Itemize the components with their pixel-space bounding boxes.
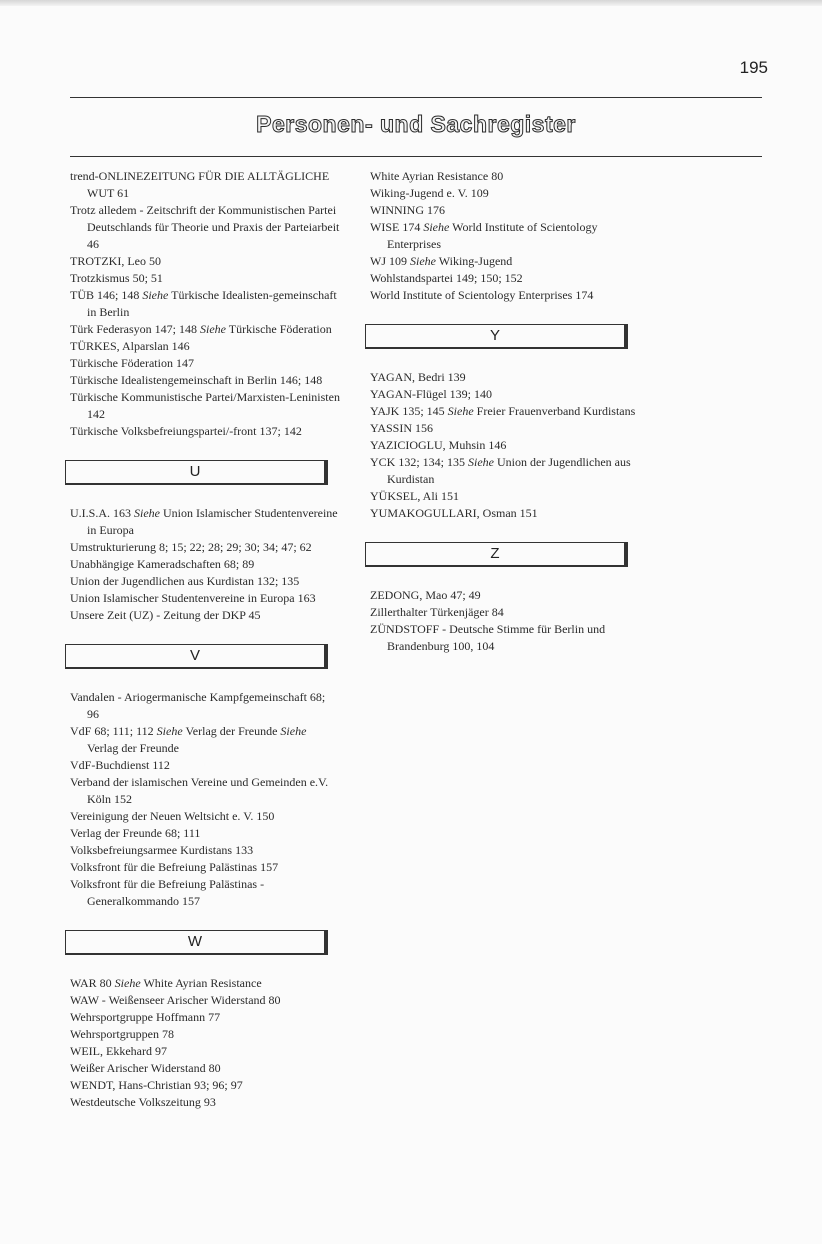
index-entry: ZÜNDSTOFF - Deutsche Stimme für Berlin und Brandenburg 100, 104 [370, 622, 606, 653]
index-entry: TROTZKI, Leo 50 [70, 254, 161, 268]
index-entry: Unsere Zeit (UZ) - Zeitung der DKP 45 [70, 608, 261, 622]
index-entry: Verlag der Freunde 68; 111 [70, 826, 201, 840]
index-entry: Türkische Volksbefreiungspartei/-front 137; 142 [70, 424, 302, 438]
index-entry: U.I.S.A. 163 Siehe Union Islamischer Studentenvereine in Europa [70, 506, 338, 537]
index-column-right [370, 168, 640, 655]
index-entry: YAGAN, Bedri 139 [370, 370, 466, 384]
index-entry: Wiking-Jugend e. V. 109 [370, 186, 489, 200]
index-entry: White Ayrian Resistance 80 [370, 169, 504, 183]
index-entry: Trotzkismus 50; 51 [70, 271, 163, 285]
index-entry: Unabhängige Kameradschaften 68; 89 [70, 557, 255, 571]
index-entry: Vandalen - Ariogermanische Kampfgemeinschaft 68; 96 [70, 690, 326, 721]
index-entry: Vereinigung der Neuen Weltsicht e. V. 150 [70, 809, 275, 823]
index-entry: trend-ONLINEZEITUNG FÜR DIE ALLTÄGLICHE WUT 61 [70, 169, 330, 200]
index-entry: Türkische Idealistengemeinschaft in Berlin 146; 148 [70, 373, 323, 387]
index-entry: Umstrukturierung 8; 15; 22; 28; 29; 30; 34; 47; 62 [70, 540, 312, 554]
index-entry: WJ 109 Siehe Wiking-Jugend [370, 254, 513, 268]
index-entry: YAZICIOGLU, Muhsin 146 [370, 438, 507, 452]
index-entry: Union Islamischer Studentenvereine in Europa 163 [70, 591, 316, 605]
title-rule [70, 156, 762, 157]
index-entry: TÜB 146; 148 Siehe Türkische Idealisten-gemeinschaft in Berlin [70, 288, 337, 319]
section-header-u: U [65, 460, 328, 485]
index-entry: YCK 132; 134; 135 Siehe Union der Jugendlichen aus Kurdistan [370, 455, 631, 486]
index-entry: Volksbefreiungsarmee Kurdistans 133 [70, 843, 254, 857]
index-entry: WEIL, Ekkehard 97 [70, 1044, 167, 1058]
index-entry: World Institute of Scientology Enterprises 174 [370, 288, 594, 302]
index-entry: WINNING 176 [370, 203, 445, 217]
index-entry: Weißer Arischer Widerstand 80 [70, 1061, 221, 1075]
index-entry: YAGAN-Flügel 139; 140 [370, 387, 492, 401]
index-entry: YAJK 135; 145 Siehe Freier Frauenverband Kurdistans [370, 404, 636, 418]
index-entry: YUMAKOGULLARI, Osman 151 [370, 506, 538, 520]
index-entry: YÜKSEL, Ali 151 [370, 489, 460, 503]
index-entry: WAW - Weißenseer Arischer Widerstand 80 [70, 993, 281, 1007]
top-rule [70, 97, 762, 98]
index-entry: VdF 68; 111; 112 Siehe Verlag der Freunde Siehe Verlag der Freunde [70, 724, 307, 755]
index-entry: Verband der islamischen Vereine und Gemeinden e.V. Köln 152 [70, 775, 329, 806]
index-entry: ZEDONG, Mao 47; 49 [370, 588, 481, 602]
index-entry: Wohlstandspartei 149; 150; 152 [370, 271, 523, 285]
index-entry: Wehrsportgruppen 78 [70, 1027, 175, 1041]
index-entry: Türkische Kommunistische Partei/Marxisten-Leninisten 142 [70, 390, 340, 421]
index-entry: Volksfront für die Befreiung Palästinas - Generalkommando 157 [70, 877, 265, 908]
section-header-v: V [65, 644, 328, 669]
section-header-z: Z [365, 542, 628, 567]
index-entry: YASSIN 156 [370, 421, 434, 435]
page-number: 195 [739, 58, 768, 77]
page-title: Personen- und Sachregister [256, 111, 576, 137]
index-entry: TÜRKES, Alparslan 146 [70, 339, 190, 353]
index-entry: Volksfront für die Befreiung Palästinas 157 [70, 860, 279, 874]
index-entry: WENDT, Hans-Christian 93; 96; 97 [70, 1078, 243, 1092]
index-column-left [70, 168, 340, 1111]
index-entry: Türkische Föderation 147 [70, 356, 194, 370]
scan-top-edge [0, 0, 822, 6]
index-entry: WAR 80 Siehe White Ayrian Resistance [70, 976, 262, 990]
section-header-y: Y [365, 324, 628, 349]
index-entry: Westdeutsche Volkszeitung 93 [70, 1095, 216, 1109]
index-entry: Wehrsportgruppe Hoffmann 77 [70, 1010, 221, 1024]
index-entry: WISE 174 Siehe World Institute of Scientology Enterprises [370, 220, 598, 251]
index-entry: Zillerthalter Türkenjäger 84 [370, 605, 504, 619]
section-header-w: W [65, 930, 328, 955]
index-entry: VdF-Buchdienst 112 [70, 758, 170, 772]
index-entry: Türk Federasyon 147; 148 Siehe Türkische Föderation [70, 322, 332, 336]
index-entry: Union der Jugendlichen aus Kurdistan 132; 135 [70, 574, 300, 588]
index-entry: Trotz alledem - Zeitschrift der Kommunistischen Partei Deutschlands für Theorie und Praxis der Parteiarbeit 46 [70, 203, 340, 251]
